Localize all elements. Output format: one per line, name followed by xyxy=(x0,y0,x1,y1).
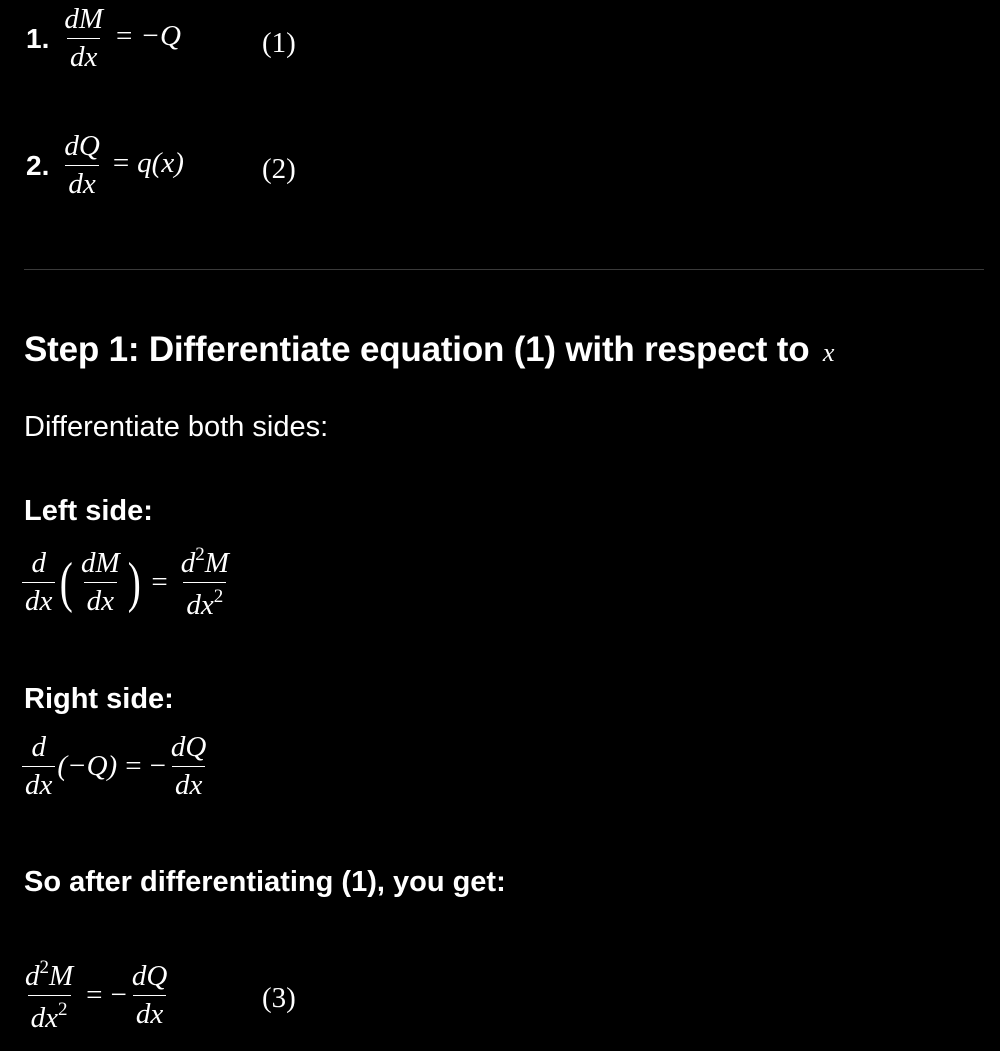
left-side-label: Left side: xyxy=(24,495,153,527)
equation-tag-1: (1) xyxy=(262,27,296,59)
equation-1: $\frac{dM}{dx}$ = −Q xyxy=(59,5,181,72)
section-divider xyxy=(24,269,984,270)
list-marker: 1. xyxy=(26,22,50,54)
equation-tag-2: (2) xyxy=(262,153,296,185)
derivative-operator: $\frac{d}{dx}$ xyxy=(20,733,57,800)
derivative-operator: $\frac{d}{dx}$ xyxy=(20,549,57,616)
intro-text: Differentiate both sides: xyxy=(24,411,329,443)
list-marker: 2. xyxy=(26,149,50,181)
fraction: $\frac{dQ}{dx}$ xyxy=(64,130,100,200)
equation-tag-3: (3) xyxy=(262,982,296,1014)
right-side-equation: $\frac{d}{dx}$ (−Q) = − $\frac{dQ}{dx}$ xyxy=(20,733,211,800)
right-side-label: Right side: xyxy=(24,683,174,715)
heading-variable: x xyxy=(822,338,835,367)
result-fraction: $\frac{dQ}{dx}$ xyxy=(170,731,207,801)
list-item-2 xyxy=(26,132,184,199)
second-derivative: $\frac{d^2M}{dx^2}$ xyxy=(180,544,229,621)
list-item-1 xyxy=(26,5,181,72)
open-paren: ( xyxy=(60,551,74,614)
left-side-equation: $\frac{d}{dx}$ ( $\frac{dM}{dx}$ ) = $\frac{d^2M}{dx^2}$ xyxy=(20,545,234,620)
result-equation: $\frac{d^2M}{dx^2}$ = − $\frac{dQ}{dx}$ xyxy=(20,958,172,1033)
step-heading: Step 1: Differentiate equation (1) with respect to x xyxy=(24,330,835,369)
fraction: $\frac{dM}{dx}$ xyxy=(64,3,104,73)
inner-fraction: $\frac{dM}{dx}$ xyxy=(81,547,120,617)
equation-2: $\frac{dQ}{dx}$ = q(x) xyxy=(59,132,184,199)
result-fraction: $\frac{dQ}{dx}$ xyxy=(131,960,168,1030)
second-derivative: $\frac{d^2M}{dx^2}$ xyxy=(25,957,74,1034)
close-paren: ) xyxy=(127,551,141,614)
summary-text: So after differentiating (1), you get: xyxy=(24,866,506,898)
